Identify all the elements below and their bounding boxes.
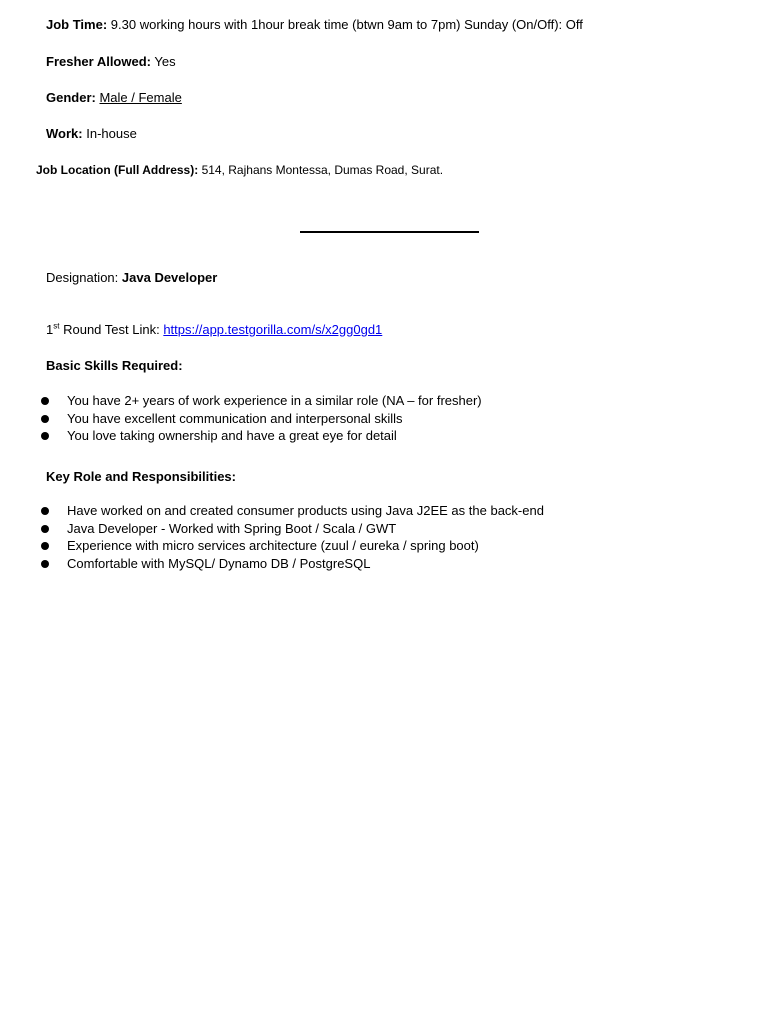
designation-label: Designation:	[46, 270, 119, 285]
bullet-icon	[41, 432, 49, 440]
work-value: In-house	[86, 126, 137, 141]
list-item-text: Have worked on and created consumer products using Java J2EE as the back-end	[67, 503, 544, 518]
list-item-text: Comfortable with MySQL/ Dynamo DB / PostgreSQL	[67, 555, 371, 571]
gender-line	[46, 89, 182, 107]
designation-line	[46, 269, 217, 287]
gender-value: Male / Female	[99, 90, 182, 105]
fresher-value: Yes	[154, 54, 176, 69]
test-link-url[interactable]: https://app.testgorilla.com/s/x2gg0gd1	[163, 322, 383, 337]
test-round-ordinal-suffix: st	[53, 321, 60, 331]
responsibilities-heading: Key Role and Responsibilities:	[46, 469, 236, 484]
bullet-icon	[41, 525, 49, 533]
test-round-ordinal: 1	[46, 322, 54, 337]
bullet-icon	[41, 542, 49, 550]
list-item-text: You have 2+ years of work experience in a similar role (NA – for fresher)	[67, 393, 482, 408]
job-time-label: Job Time:	[46, 17, 108, 32]
test-link-line	[46, 321, 382, 339]
work-label: Work:	[46, 126, 83, 141]
location-line	[36, 161, 443, 179]
bullet-icon	[41, 507, 49, 515]
location-label: Job Location (Full Address):	[36, 163, 199, 177]
bullet-icon	[41, 560, 49, 568]
job-time-line	[46, 16, 583, 34]
fresher-line	[46, 53, 176, 71]
list-item-text: Experience with micro services architecture (zuul / eureka / spring boot)	[67, 538, 479, 553]
test-link-label: Round Test Link:	[63, 322, 160, 337]
bullet-icon	[41, 415, 49, 423]
fresher-label: Fresher Allowed:	[46, 54, 151, 69]
list-item-text: You have excellent communication and interpersonal skills	[67, 410, 403, 426]
list-item-text: You love taking ownership and have a great eye for detail	[67, 428, 397, 443]
location-value: 514, Rajhans Montessa, Dumas Road, Surat.	[201, 163, 444, 177]
basic-skills-heading: Basic Skills Required:	[46, 358, 183, 373]
section-divider	[300, 231, 479, 233]
bullet-icon	[41, 397, 49, 405]
job-time-value: 9.30 working hours with 1hour break time (btwn 9am to 7pm) Sunday (On/Off): Off	[110, 17, 583, 32]
designation-value: Java Developer	[121, 270, 218, 285]
work-line	[46, 125, 137, 143]
list-item-text: Java Developer - Worked with Spring Boot / Scala / GWT	[67, 520, 397, 536]
gender-label: Gender:	[46, 90, 96, 105]
